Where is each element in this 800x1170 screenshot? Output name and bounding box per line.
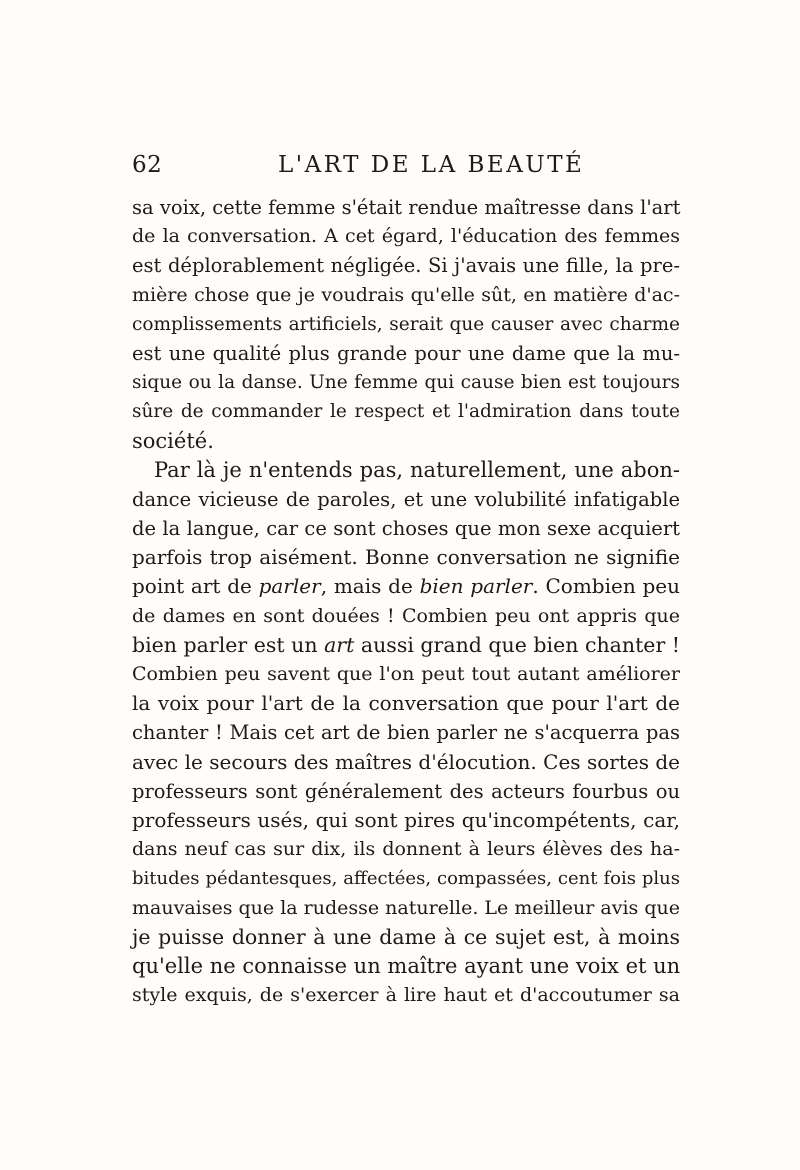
text-segment: avec le secours des maîtres d'élocution. Ces sortes de (132, 749, 680, 774)
text-segment: dance vicieuse de paroles, et une volubilité infatigable (132, 487, 680, 511)
text-line (132, 864, 680, 893)
text-segment: bien parler est un (132, 632, 325, 657)
text-segment: professeurs usés, qui sont pires qu'incompétents, car, (132, 807, 680, 832)
text-segment: qu'elle ne connaisse un maître ayant une voix et un (132, 953, 681, 978)
text-line (132, 456, 680, 485)
text-line (132, 251, 680, 280)
text-segment: sique ou la danse. Une femme qui cause bien est toujours (132, 372, 680, 394)
italic-text: art (324, 632, 355, 657)
text-line (132, 514, 680, 543)
text-segment: sûre de commander le respect et l'admiration dans toute (132, 401, 680, 423)
text-segment: mauvaises que la rudesse naturelle. Le meilleur avis que (132, 896, 680, 919)
text-segment: parfois trop aisément. Bonne conversation ne signifie (132, 545, 680, 570)
text-segment: point art de (132, 574, 259, 599)
text-segment: professeurs sont généralement des acteurs fourbus ou (132, 779, 680, 803)
text-line (132, 806, 680, 835)
text-segment: de dames en sont douées ! Combien peu ont appris que (132, 604, 680, 627)
text-line (132, 397, 680, 426)
text-line (132, 572, 680, 601)
running-head (132, 152, 680, 186)
text-line (132, 835, 680, 864)
text-segment: mière chose que je voudrais qu'elle sût, en matière d'ac- (132, 283, 680, 306)
text-line (132, 631, 680, 660)
text-segment: de la conversation. A cet égard, l'éducation des femmes (132, 225, 680, 248)
text-segment: de la langue, car ce sont choses que mon sexe acquiert (132, 517, 680, 541)
text-line (132, 981, 680, 1010)
text-line (132, 310, 680, 339)
text-segment: aussi grand que bien chanter ! (354, 632, 681, 657)
italic-text: bien parler (419, 574, 533, 599)
text-line (132, 952, 680, 981)
text-line (132, 602, 680, 631)
book-title: L'ART DE LA BEAUTÉ (278, 152, 585, 178)
text-line (132, 193, 680, 222)
text-line (132, 427, 680, 456)
text-line (132, 543, 680, 572)
text-segment: complissements artificiels, serait que causer avec charme (132, 313, 680, 335)
text-line (132, 689, 680, 718)
text-line (132, 777, 680, 806)
text-segment: dans neuf cas sur dix, ils donnent à leurs élèves des ha- (132, 838, 680, 861)
text-segment: est déplorablement négligée. Si j'avais une fille, la pre- (132, 254, 680, 278)
page-number: 62 (132, 152, 163, 178)
text-segment: Par là je n'entends pas, naturellement, une abon- (154, 457, 680, 482)
text-segment: . Combien peu (532, 574, 680, 599)
italic-text: parler (258, 574, 321, 599)
text-segment: Combien peu savent que l'on peut tout autant améliorer (132, 663, 680, 685)
text-segment: société. (132, 428, 214, 453)
text-line (132, 281, 680, 310)
text-segment: chanter ! Mais cet art de bien parler ne s'acquerra pas (132, 721, 680, 745)
text-segment: la voix pour l'art de la conversation que pour l'art de (132, 691, 680, 716)
text-segment: est une qualité plus grande pour une dame que la mu- (132, 341, 680, 365)
text-line (132, 718, 680, 747)
text-segment: sa voix, cette femme s'était rendue maîtresse dans l'art (132, 196, 681, 219)
text-line (132, 894, 680, 923)
text-line (132, 748, 680, 777)
text-line (132, 923, 680, 952)
text-segment: je puisse donner à une dame à ce sujet est, à moins (132, 924, 680, 949)
text-segment: style exquis, de s'exercer à lire haut et d'accoutumer sa (132, 984, 680, 1007)
body-text (132, 193, 680, 1010)
text-line (132, 222, 680, 251)
text-line (132, 660, 680, 689)
text-segment: bitudes pédantesques, affectées, compassées, cent fois plus (132, 868, 680, 890)
text-line (132, 485, 680, 514)
text-line (132, 368, 680, 397)
text-line (132, 339, 680, 368)
text-segment: , mais de (320, 574, 420, 599)
